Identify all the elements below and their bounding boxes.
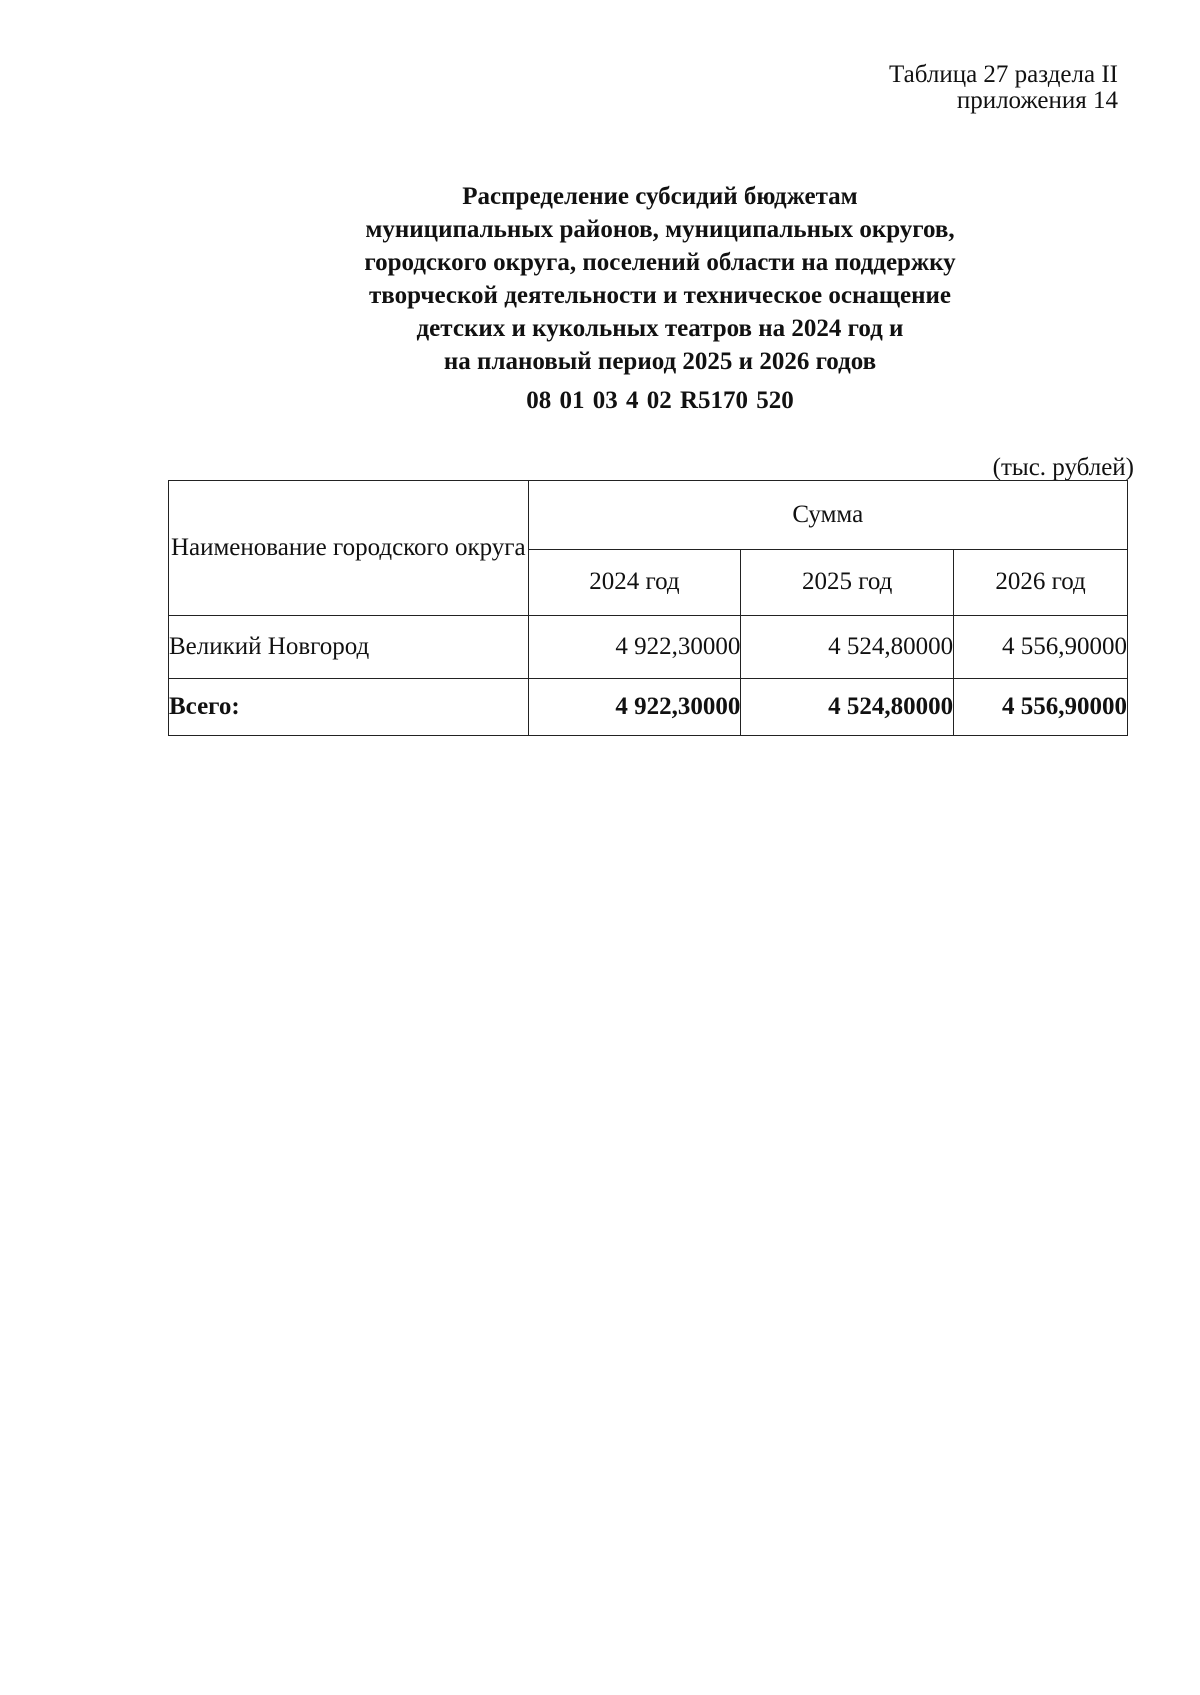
row-value-2025: 4 524,80000 <box>741 616 954 679</box>
subsidy-table <box>168 480 1128 736</box>
sum-column-header: Сумма <box>528 481 1127 550</box>
total-row <box>169 679 1128 736</box>
table-reference-line1: Таблица 27 раздела II <box>889 61 1118 88</box>
total-value-2024: 4 922,30000 <box>528 679 741 736</box>
year-header-2026: 2026 год <box>954 549 1128 615</box>
year-header-2025: 2025 год <box>741 549 954 615</box>
name-column-header: Наименование городского округа <box>169 481 529 616</box>
total-value-2026: 4 556,90000 <box>954 679 1128 736</box>
table-header-row <box>169 481 1128 550</box>
title-line: муниципальных районов, муниципальных округов, <box>365 216 955 243</box>
year-header-2024: 2024 год <box>528 549 741 615</box>
total-label: Всего: <box>169 679 529 736</box>
title-line: творческой деятельности и техническое оснащение <box>368 282 951 309</box>
title-line: городского округа, поселений области на поддержку <box>364 249 956 276</box>
table-row <box>169 616 1128 679</box>
budget-classification-code: 08 01 03 4 02 R5170 520 <box>526 387 794 414</box>
row-value-2026: 4 556,90000 <box>954 616 1128 679</box>
row-value-2024: 4 922,30000 <box>528 616 741 679</box>
document-title <box>0 180 1200 378</box>
title-line: детских и кукольных театров на 2024 год и <box>416 315 904 342</box>
title-line: Распределение субсидий бюджетам <box>462 183 858 210</box>
units-label: (тыс. рублей) <box>992 454 1134 481</box>
row-name: Великий Новгород <box>169 616 529 679</box>
title-line: на плановый период 2025 и 2026 годов <box>443 348 877 375</box>
table-reference-line2: приложения 14 <box>956 87 1118 114</box>
total-value-2025: 4 524,80000 <box>741 679 954 736</box>
table-reference <box>889 62 1118 114</box>
